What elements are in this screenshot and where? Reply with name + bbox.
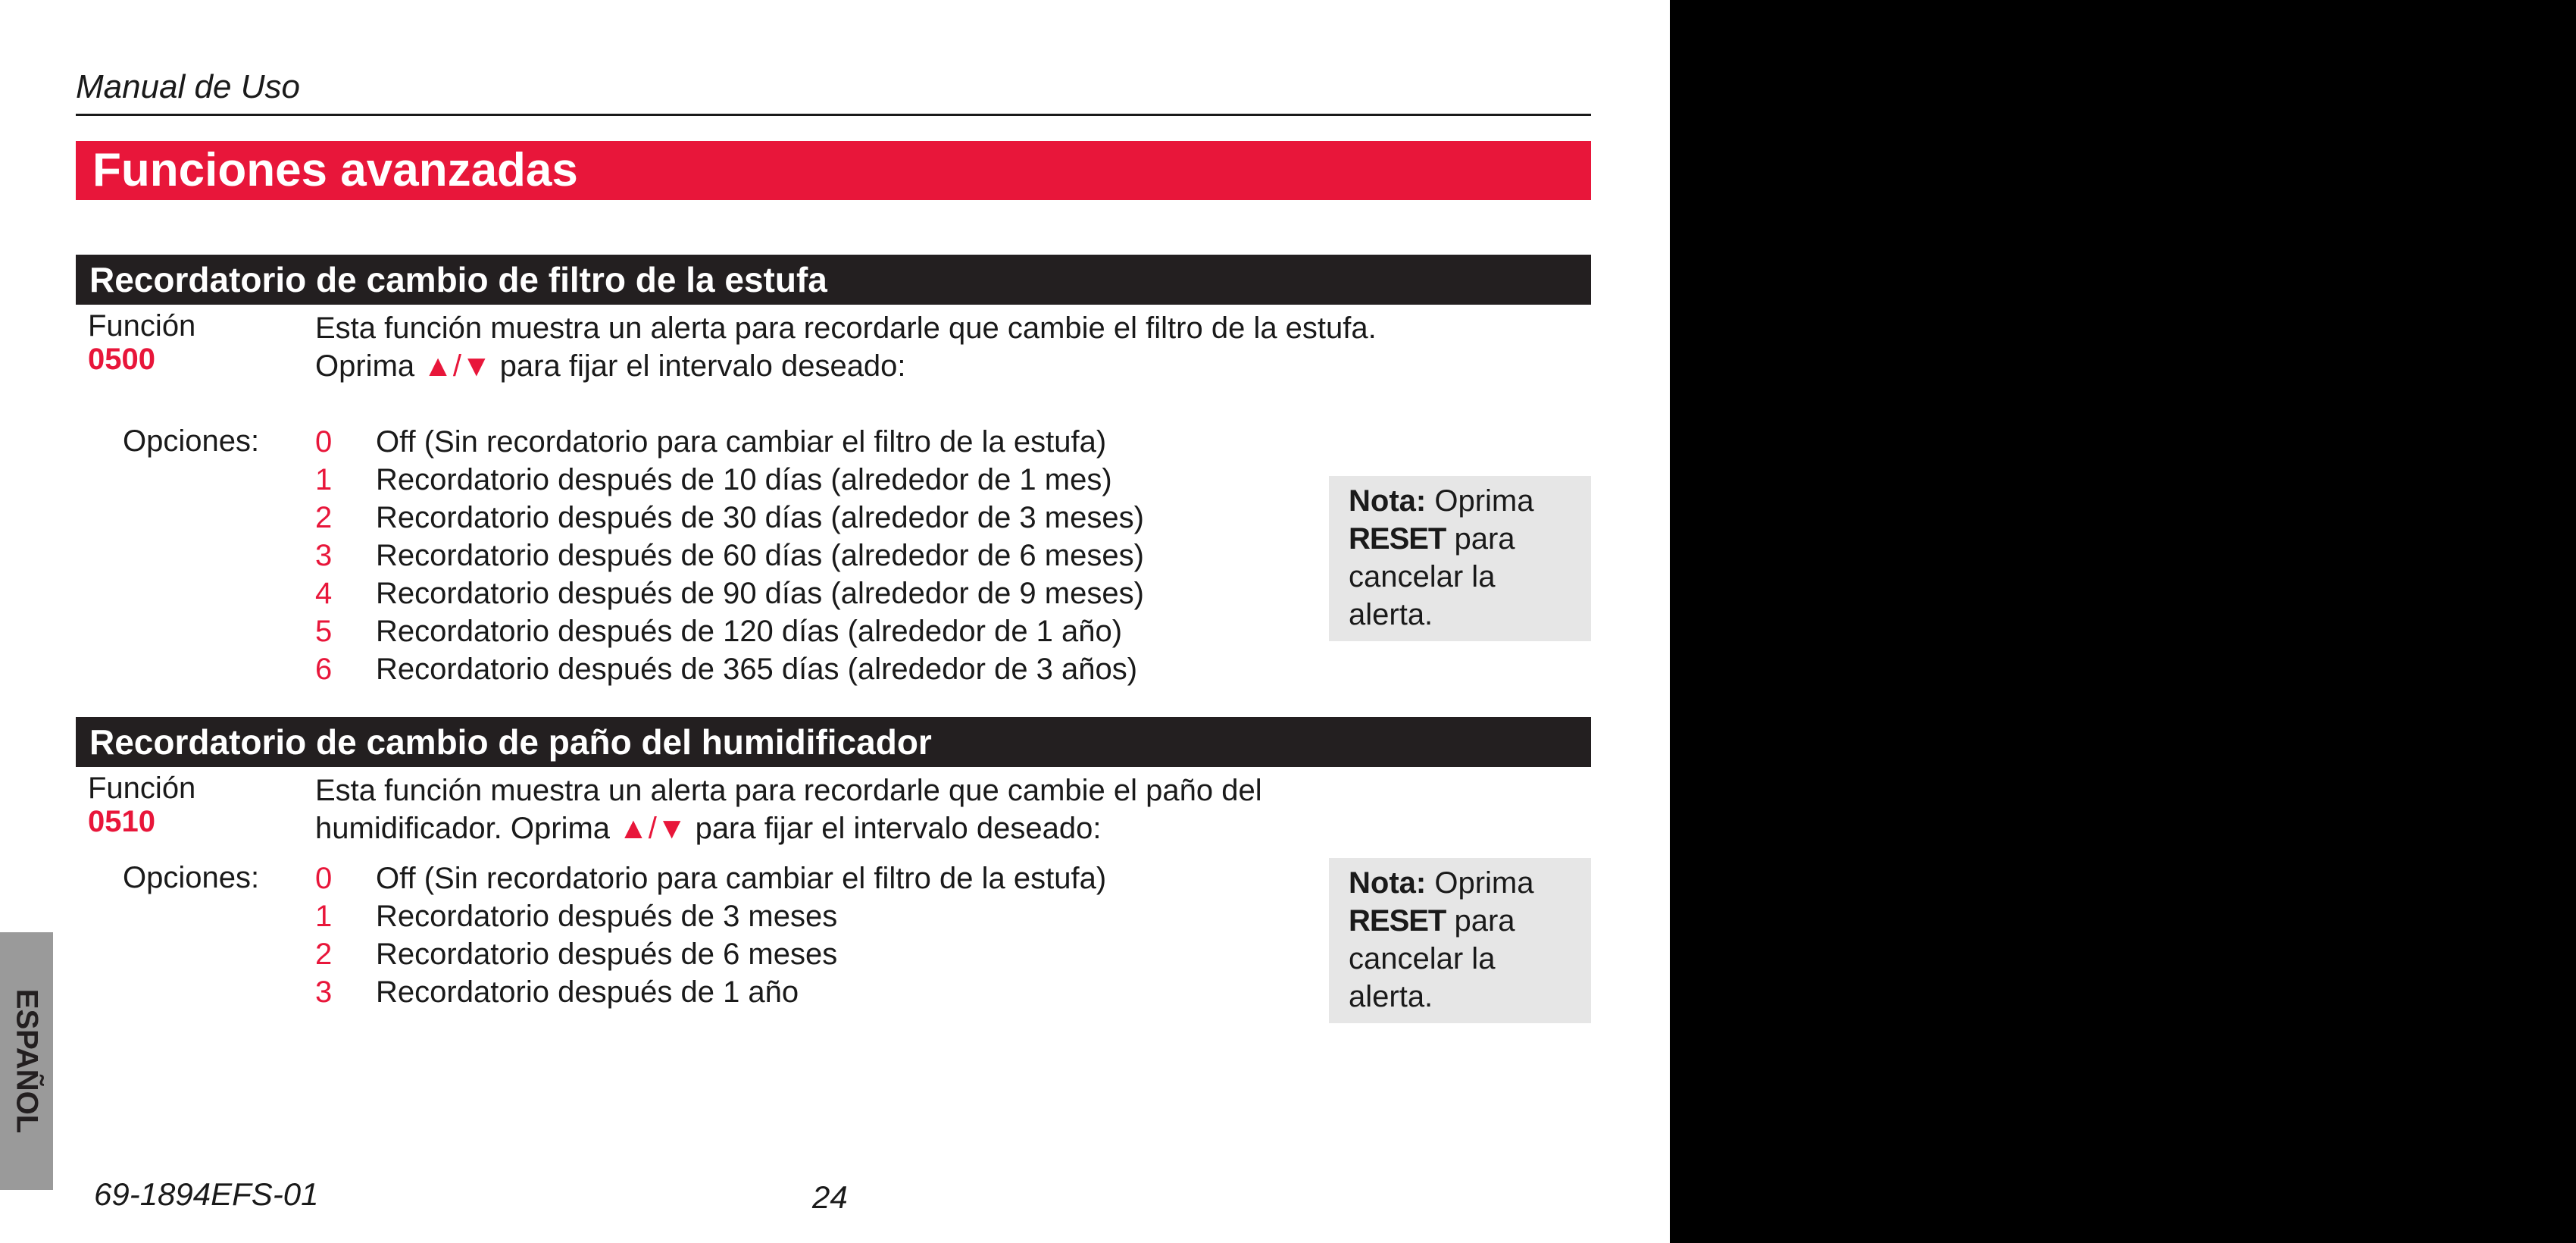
note-label: Nota:	[1349, 866, 1427, 900]
option-text: Recordatorio después de 3 meses	[376, 900, 838, 933]
option-number: 3	[315, 539, 333, 572]
function-code: 0510	[88, 805, 155, 838]
document-number: 69-1894EFS-01	[94, 1176, 319, 1212]
description-line: Esta función muestra un alerta para recordarle que cambie el paño del	[315, 774, 1262, 807]
note-text: Oprima	[1426, 866, 1534, 900]
feature-description	[315, 309, 1573, 385]
option-number: 2	[315, 501, 333, 534]
option-item	[315, 935, 1106, 973]
option-number: 0	[315, 862, 333, 895]
option-text: Off (Sin recordatorio para cambiar el filtro de la estufa)	[376, 862, 1107, 895]
description-text: para fijar el intervalo deseado:	[491, 349, 906, 383]
language-tab	[0, 932, 53, 1190]
feature-title-0500: Recordatorio de cambio de filtro de la estufa	[76, 255, 1591, 305]
description-text: Oprima	[315, 349, 424, 383]
option-number: 1	[315, 900, 333, 933]
option-number: 6	[315, 653, 333, 686]
option-text: Recordatorio después de 365 días (alrededor de 3 años)	[376, 653, 1138, 686]
option-number: 2	[315, 938, 333, 971]
option-text: Recordatorio después de 30 días (alrededor de 3 meses)	[376, 501, 1144, 534]
option-item	[315, 575, 1144, 612]
option-text: Recordatorio después de 90 días (alrededor de 9 meses)	[376, 577, 1144, 610]
up-down-arrows-icon: ▲/▼	[618, 812, 687, 845]
option-number: 1	[315, 463, 333, 496]
option-item	[315, 859, 1106, 897]
section-banner: Funciones avanzadas	[76, 141, 1591, 200]
options-label: Opciones:	[123, 861, 260, 894]
option-number: 5	[315, 615, 333, 648]
options-list	[315, 859, 1106, 1011]
description-text: humidificador. Oprima	[315, 812, 619, 845]
header-divider	[76, 114, 1591, 116]
note-label: Nota:	[1349, 484, 1427, 518]
option-item	[315, 612, 1144, 650]
option-item	[315, 537, 1144, 575]
up-down-arrows-icon: ▲/▼	[423, 349, 492, 383]
option-text: Recordatorio después de 6 meses	[376, 938, 838, 971]
option-item	[315, 461, 1144, 499]
option-text: Off (Sin recordatorio para cambiar el filtro de la estufa)	[376, 425, 1107, 459]
page-number: 24	[812, 1179, 848, 1215]
option-item	[315, 499, 1144, 537]
manual-title: Manual de Uso	[76, 68, 300, 105]
option-text: Recordatorio después de 1 año	[376, 975, 799, 1009]
option-number: 4	[315, 577, 333, 610]
description-text: para fijar el intervalo deseado:	[686, 812, 1102, 845]
options-list	[315, 423, 1144, 688]
options-label: Opciones:	[123, 424, 260, 458]
note-text: Oprima	[1426, 484, 1534, 518]
feature-title-0510: Recordatorio de cambio de paño del humidificador	[76, 717, 1591, 767]
option-text: Recordatorio después de 60 días (alrededor de 6 meses)	[376, 539, 1144, 572]
option-text: Recordatorio después de 120 días (alrededor de 1 año)	[376, 615, 1123, 648]
feature-description	[315, 772, 1573, 847]
language-tab-label: ESPAÑOL	[10, 988, 44, 1134]
option-item	[315, 973, 1106, 1011]
function-code: 0500	[88, 343, 155, 376]
reset-key-label: RESET	[1349, 904, 1446, 938]
note-box	[1329, 858, 1591, 1023]
reset-key-label: RESET	[1349, 522, 1446, 556]
option-number: 3	[315, 975, 333, 1009]
description-line	[315, 347, 1573, 385]
description-line: Esta función muestra un alerta para recordarle que cambie el filtro de la estufa.	[315, 312, 1377, 345]
function-label: Función	[88, 309, 196, 343]
black-margin-panel	[1670, 0, 2576, 1243]
note-text: para cancelar la alerta.	[1349, 522, 1515, 631]
option-text: Recordatorio después de 10 días (alrededor de 1 mes)	[376, 463, 1112, 496]
option-number: 0	[315, 425, 333, 459]
note-box	[1329, 476, 1591, 641]
function-label: Función	[88, 772, 196, 805]
option-item	[315, 897, 1106, 935]
description-line	[315, 809, 1573, 847]
option-item	[315, 650, 1144, 688]
option-item	[315, 423, 1144, 461]
note-text: para cancelar la alerta.	[1349, 904, 1515, 1013]
